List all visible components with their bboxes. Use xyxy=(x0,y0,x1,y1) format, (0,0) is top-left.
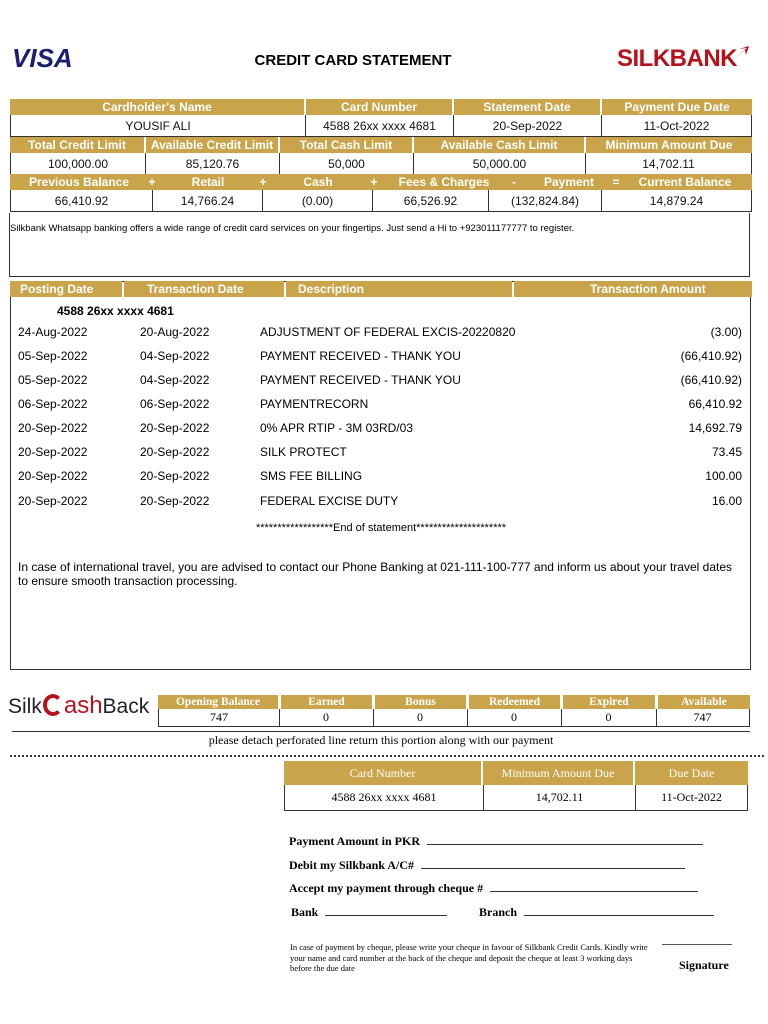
table-row xyxy=(10,416,752,440)
table-row xyxy=(10,489,752,513)
cashback-earned-value: 0 xyxy=(279,709,374,727)
debit-account-field[interactable] xyxy=(289,858,685,873)
transaction-date: 20-Sep-2022 xyxy=(140,494,210,508)
payment-amount-field[interactable] xyxy=(289,834,703,849)
description: SMS FEE BILLING xyxy=(260,469,363,483)
branch-label: Branch xyxy=(479,905,518,919)
silk-cashback-logo xyxy=(8,692,158,728)
logo-c-icon xyxy=(43,694,63,716)
table-row xyxy=(10,368,752,392)
amount: 100.00 xyxy=(705,469,742,483)
bank-field[interactable] xyxy=(291,905,447,920)
header-card-number: Card Number xyxy=(306,99,452,115)
visa-logo: VISA xyxy=(12,43,73,73)
header-current-balance: Current Balance xyxy=(638,175,732,189)
posting-date: 05-Sep-2022 xyxy=(18,373,88,387)
signature-label: Signature xyxy=(679,958,729,972)
posting-date: 20-Sep-2022 xyxy=(18,494,88,508)
branch-field[interactable] xyxy=(479,905,714,920)
silkbank-logo xyxy=(617,45,757,75)
payment-amount-line[interactable] xyxy=(427,834,703,845)
minus-sign: - xyxy=(512,175,516,189)
card-number-value: 4588 26xx xxxx 4681 xyxy=(305,115,454,137)
debit-account-label: Debit my Silkbank A/C# xyxy=(289,858,415,872)
fees-charges-value: 66,526.92 xyxy=(372,190,489,212)
available-cash-limit-value: 50,000.00 xyxy=(413,153,586,175)
cashback-bonus-label: Bonus xyxy=(375,695,466,709)
cashback-opening-balance-label: Opening Balance xyxy=(158,695,278,709)
payment-amount-label: Payment Amount in PKR xyxy=(289,834,421,848)
col-transaction-amount: Transaction Amount xyxy=(514,281,752,297)
cashback-available-value: 747 xyxy=(656,709,750,727)
description: PAYMENT RECEIVED - THANK YOU xyxy=(260,373,461,387)
transaction-date: 20-Sep-2022 xyxy=(140,421,210,435)
plus-sign-3: + xyxy=(370,175,378,189)
whatsapp-message-box xyxy=(9,213,750,277)
header-available-credit-limit: Available Credit Limit xyxy=(146,137,278,153)
description: SILK PROTECT xyxy=(260,445,347,459)
cashback-bonus-value: 0 xyxy=(373,709,468,727)
logo-back: Back xyxy=(102,695,150,718)
table-row xyxy=(10,344,752,368)
cash-value: (0.00) xyxy=(262,190,373,212)
debit-account-line[interactable] xyxy=(421,858,685,869)
cashback-available-label: Available xyxy=(658,695,750,709)
plus-sign-1: + xyxy=(148,175,156,189)
minimum-amount-due-value: 14,702.11 xyxy=(585,153,752,175)
total-cash-limit-value: 50,000 xyxy=(279,153,414,175)
cashback-opening-balance-value: 747 xyxy=(158,709,280,727)
available-credit-limit-value: 85,120.76 xyxy=(145,153,280,175)
cardholder-name-value: YOUSIF ALI xyxy=(10,115,306,137)
logo-ash: ash xyxy=(63,692,103,719)
posting-date: 06-Sep-2022 xyxy=(18,397,88,411)
transaction-date: 04-Sep-2022 xyxy=(140,373,210,387)
slip-card-number-value: 4588 26xx xxxx 4681 xyxy=(284,785,484,811)
travel-notice: In case of international travel, you are advised to contact our Phone Banking at 021-111-100-777 and inform us about your travel dates to ensure smooth transaction processing. xyxy=(18,560,732,588)
branch-line[interactable] xyxy=(524,905,714,916)
transaction-date: 04-Sep-2022 xyxy=(140,349,210,363)
logo-silk: Silk xyxy=(8,695,42,718)
equals-sign: = xyxy=(612,175,620,189)
signature-line xyxy=(662,944,732,945)
amount: 73.45 xyxy=(711,445,742,459)
col-transaction-date: Transaction Date xyxy=(124,281,284,297)
summary-row-2 xyxy=(10,137,752,175)
transaction-date: 20-Aug-2022 xyxy=(140,325,210,339)
col-description: Description xyxy=(286,281,512,297)
table-row xyxy=(10,392,752,416)
cheque-line[interactable] xyxy=(490,881,698,892)
posting-date: 24-Aug-2022 xyxy=(18,325,88,339)
transactions-card-number: 4588 26xx xxxx 4681 xyxy=(57,304,174,318)
total-credit-limit-value: 100,000.00 xyxy=(10,153,146,175)
detach-line xyxy=(12,731,750,732)
col-posting-date: Posting Date xyxy=(10,281,122,297)
cashback-expired-value: 0 xyxy=(561,709,657,727)
posting-date: 20-Sep-2022 xyxy=(18,421,88,435)
amount: (66,410.92) xyxy=(680,349,742,363)
cheque-field[interactable] xyxy=(289,881,698,896)
silkbank-arrow-icon xyxy=(727,45,751,65)
silkbank-logo-text: SILKBANK xyxy=(617,45,737,72)
header-payment-due-date: Payment Due Date xyxy=(602,99,752,115)
header-fees-charges: Fees & Charges xyxy=(398,175,490,189)
description: PAYMENTRECORN xyxy=(260,397,369,411)
cashback-redeemed-label: Redeemed xyxy=(469,695,560,709)
header-previous-balance: Previous Balance xyxy=(28,175,130,189)
retail-value: 14,766.24 xyxy=(152,190,263,212)
summary-row-3 xyxy=(10,174,752,212)
posting-date: 20-Sep-2022 xyxy=(18,445,88,459)
amount: 16.00 xyxy=(711,494,742,508)
description: FEDERAL EXCISE DUTY xyxy=(260,494,399,508)
cheque-label: Accept my payment through cheque # xyxy=(289,881,484,895)
posting-date: 05-Sep-2022 xyxy=(18,349,88,363)
table-row xyxy=(10,440,752,464)
header-total-cash-limit: Total Cash Limit xyxy=(280,137,412,153)
header-minimum-amount-due: Minimum Amount Due xyxy=(586,137,752,153)
transaction-date: 06-Sep-2022 xyxy=(140,397,210,411)
header-cash: Cash xyxy=(303,175,333,189)
header-statement-date: Statement Date xyxy=(454,99,600,115)
header-cardholder-name: Cardholder's Name xyxy=(10,99,304,115)
cashback-redeemed-value: 0 xyxy=(467,709,562,727)
transaction-date: 20-Sep-2022 xyxy=(140,469,210,483)
page-title: CREDIT CARD STATEMENT xyxy=(254,52,452,69)
slip-due-date-value: 11-Oct-2022 xyxy=(635,785,748,811)
table-row xyxy=(10,464,752,488)
payment-value: (132,824.84) xyxy=(488,190,602,212)
cashback-earned-label: Earned xyxy=(281,695,372,709)
summary-row-1 xyxy=(10,99,752,137)
header-retail: Retail xyxy=(191,175,225,189)
description: 0% APR RTIP - 3M 03RD/03 xyxy=(260,421,413,435)
header-available-cash-limit: Available Cash Limit xyxy=(414,137,584,153)
slip-minimum-due-value: 14,702.11 xyxy=(483,785,636,811)
statement-date-value: 20-Sep-2022 xyxy=(453,115,602,137)
cheque-instructions: In case of payment by cheque, please write your cheque in favour of Silkbank Credit Cards. Kindly write your name and card number at the back of the cheque and deposit the cheque at least 3 working days before the due date xyxy=(290,942,648,973)
whatsapp-message-text: Silkbank Whatsapp banking offers a wide range of credit card services on your fingertips. Just send a Hi to +923011177777 to register. xyxy=(10,223,575,234)
current-balance-value: 14,879.24 xyxy=(601,190,752,212)
payment-slip-table xyxy=(284,761,748,811)
end-of-statement: ******************End of statement********************* xyxy=(255,522,507,534)
amount: (66,410.92) xyxy=(680,373,742,387)
payment-due-date-value: 11-Oct-2022 xyxy=(601,115,752,137)
slip-card-number-label: Card Number xyxy=(284,761,481,785)
previous-balance-value: 66,410.92 xyxy=(10,190,153,212)
description: ADJUSTMENT OF FEDERAL EXCIS-20220820 xyxy=(260,325,516,339)
amount: 14,692.79 xyxy=(688,421,742,435)
table-row xyxy=(10,320,752,344)
transaction-date: 20-Sep-2022 xyxy=(140,445,210,459)
detach-instruction: please detach perforated line return this portion along with our payment xyxy=(208,733,554,747)
cashback-table xyxy=(158,695,750,731)
bank-line[interactable] xyxy=(325,905,447,916)
bank-label: Bank xyxy=(291,905,319,919)
amount: 66,410.92 xyxy=(688,397,742,411)
posting-date: 20-Sep-2022 xyxy=(18,469,88,483)
description: PAYMENT RECEIVED - THANK YOU xyxy=(260,349,461,363)
header-total-credit-limit: Total Credit Limit xyxy=(10,137,144,153)
amount: (3.00) xyxy=(710,325,742,339)
slip-minimum-due-label: Minimum Amount Due xyxy=(483,761,633,785)
cashback-expired-label: Expired xyxy=(563,695,655,709)
plus-sign-2: + xyxy=(259,175,267,189)
header-payment: Payment xyxy=(543,175,595,189)
transactions-header xyxy=(10,281,752,297)
perforated-line xyxy=(10,755,764,757)
slip-due-date-label: Due Date xyxy=(635,761,748,785)
